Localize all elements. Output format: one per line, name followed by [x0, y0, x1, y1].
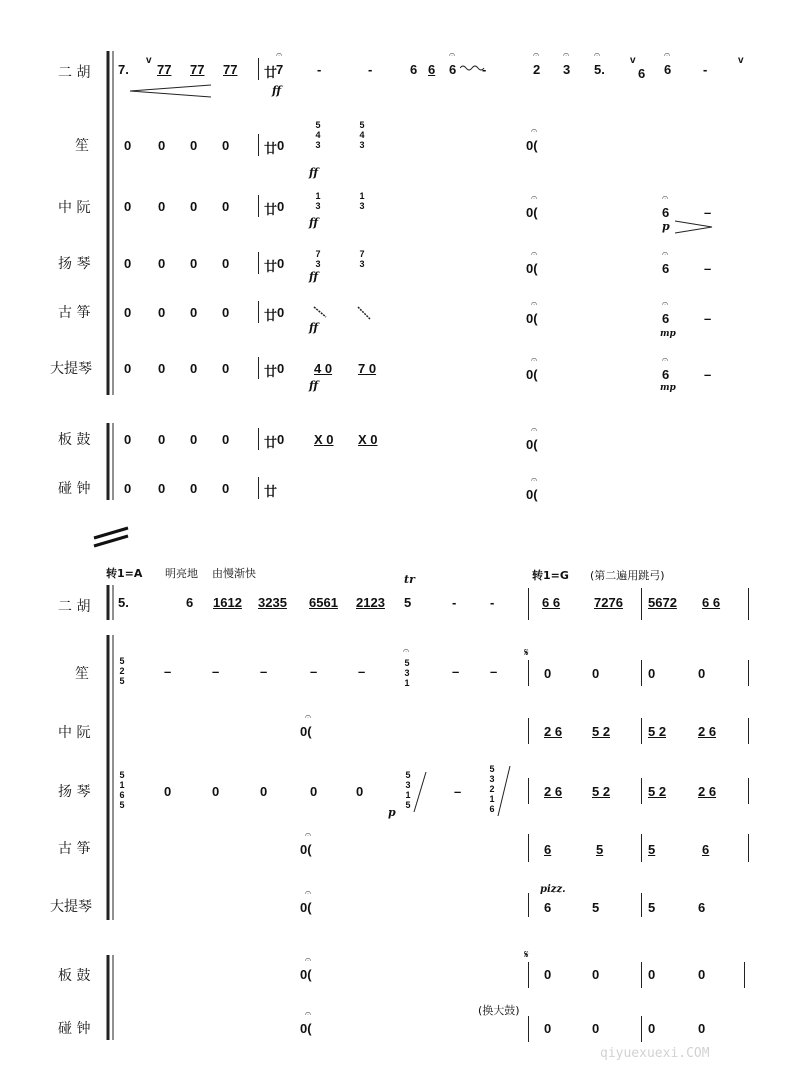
rest: 0 [592, 666, 600, 681]
erhu-note: 7. [118, 62, 129, 77]
expression-text: 由慢渐快 [212, 567, 256, 580]
breath-mark: v [146, 55, 152, 66]
chord: 7 3 [315, 249, 321, 269]
sustain-note: 6 [662, 205, 670, 220]
rest: 0 [190, 305, 198, 320]
erhu-note: 3235 [258, 595, 287, 610]
chord: 7 3 [359, 249, 365, 269]
end-sign: 0( [526, 205, 538, 220]
chord: 5 1 6 5 [119, 770, 125, 810]
chord: 1 3 [315, 191, 321, 211]
barline [641, 718, 642, 744]
free-time-sign: 廿 [264, 308, 278, 323]
end-sign: 0( [300, 900, 312, 915]
fermata-icon: 𝄐 [531, 473, 538, 486]
system-break-mark [92, 524, 132, 550]
fermata-icon: 𝄐 [305, 953, 312, 966]
erhu-dash: - [490, 595, 495, 610]
ruan-note: 5 2 [648, 724, 667, 739]
arpeggio-chord: 5 3 2 1 6 [489, 764, 495, 814]
fermata-icon: 𝄐 [531, 353, 538, 366]
instrument-label-cello: 大提琴 [50, 361, 92, 377]
end-sign: 0( [526, 138, 538, 153]
rest: 0 [190, 138, 198, 153]
rest: 0 [222, 138, 230, 153]
chord: 5 2 5 [119, 656, 125, 686]
chord: 5 4 3 [359, 120, 365, 150]
rest: 0 [544, 1021, 552, 1036]
rest: 0 [544, 666, 552, 681]
fermata-icon: 𝄐 [531, 423, 538, 436]
instrument-label-guzheng: 古 筝 [58, 841, 91, 857]
segno-icon: 𝄋 [524, 948, 529, 961]
barline [528, 588, 529, 620]
zheng-note: 6 [544, 842, 552, 857]
cello-note: 5 [592, 900, 600, 915]
erhu-note: 7276 [594, 595, 623, 610]
rest: 0 [124, 481, 132, 496]
barline [528, 1016, 529, 1042]
rest: 0 [260, 784, 268, 799]
system-brackets-2 [100, 580, 120, 1050]
free-time-sign: 廿 [264, 141, 278, 156]
dynamic-ff: ff [309, 321, 319, 334]
erhu-note: 6 6 [702, 595, 721, 610]
rest: 0 [190, 199, 198, 214]
yangqin-note: 2 6 [698, 784, 717, 799]
instrument-label-pengzhong: 碰 钟 [58, 481, 91, 497]
erhu-note: 6 [410, 62, 418, 77]
segno-icon: 𝄋 [524, 646, 529, 659]
zheng-note: 6 [702, 842, 710, 857]
system-brackets-1 [100, 45, 120, 505]
barline [748, 834, 749, 862]
chord: 5 3 1 [404, 658, 410, 688]
dynamic-ff: ff [309, 379, 319, 392]
instrument-label-zhongruan: 中 阮 [58, 200, 91, 216]
barline [744, 962, 745, 988]
zheng-note: 5 [596, 842, 604, 857]
barline [748, 660, 749, 686]
barline [258, 357, 259, 379]
watermark: qiyuexuexi.COM [600, 1046, 710, 1061]
erhu-note: 6 [449, 62, 457, 77]
barline [528, 778, 529, 804]
dynamic-p: p [662, 220, 670, 233]
rest: 0 [544, 967, 552, 982]
rest: 0 [698, 666, 706, 681]
fermata-icon: 𝄐 [531, 247, 538, 260]
rest: 0 [698, 967, 706, 982]
instrument-label-yangqin: 扬 琴 [58, 256, 91, 272]
rest: 0 [222, 481, 230, 496]
end-sign: 0( [300, 842, 312, 857]
barline [528, 893, 529, 917]
erhu-dash: - [452, 595, 457, 610]
rest: 0 [190, 481, 198, 496]
fermata-icon: 𝄐 [662, 297, 669, 310]
key-change-a: 转1=A [106, 567, 143, 580]
fermata-icon: 𝄐 [533, 48, 540, 61]
dash: – [490, 664, 498, 679]
rest: 0 [277, 199, 285, 214]
end-sign: 0( [526, 437, 538, 452]
breath-mark: v [738, 55, 744, 66]
pizzicato-mark: pizz. [540, 884, 566, 895]
fermata-icon: 𝄐 [662, 247, 669, 260]
barline [641, 778, 642, 804]
cello-note: 5 [648, 900, 656, 915]
erhu-note: 5 [404, 595, 412, 610]
fermata-icon: 𝄐 [305, 886, 312, 899]
rest: 0 [124, 305, 132, 320]
dynamic-mp: mp [660, 329, 676, 339]
cello-note: 4 0 [314, 361, 333, 376]
rest: 0 [592, 1021, 600, 1036]
barline [748, 588, 749, 620]
erhu-note: 5. [118, 595, 129, 610]
fermata-icon: 𝄐 [594, 48, 601, 61]
trill-mark: tr [404, 573, 415, 586]
free-time-sign: 廿 [264, 435, 278, 450]
rest: 0 [158, 305, 166, 320]
erhu-note: 6 [664, 62, 672, 77]
barline [258, 252, 259, 274]
end-sign: 0( [526, 487, 538, 502]
instrument-label-bangu: 板 鼓 [58, 968, 91, 984]
barline [748, 718, 749, 744]
dash: – [260, 664, 268, 679]
erhu-note: 6 6 [542, 595, 561, 610]
end-sign: 0( [300, 967, 312, 982]
dash: – [704, 261, 712, 276]
barline [641, 588, 642, 620]
instrument-label-sheng: 笙 [75, 138, 89, 154]
erhu-dash: - [703, 62, 708, 77]
rest: 0 [222, 199, 230, 214]
erhu-note: 5672 [648, 595, 677, 610]
ruan-note: 2 6 [698, 724, 717, 739]
erhu-note: 77 [190, 62, 205, 77]
dynamic-p: p [388, 806, 396, 819]
rest: 0 [190, 361, 198, 376]
dynamic-ff: ff [272, 84, 282, 97]
barline [641, 660, 642, 686]
sustain-note: 6 [662, 261, 670, 276]
rest: 0 [277, 138, 285, 153]
cello-note: 6 [698, 900, 706, 915]
arpeggio-chord: 5 3 1 5 [405, 770, 411, 810]
instrument-label-erhu: 二 胡 [58, 65, 91, 81]
rest: 0 [190, 432, 198, 447]
dash: – [704, 205, 712, 220]
free-time-sign: 廿 [264, 484, 278, 499]
instrument-label-pengzhong: 碰 钟 [58, 1021, 91, 1037]
barline [641, 834, 642, 862]
erhu-note: 77 [223, 62, 238, 77]
instrument-label-cello: 大提琴 [50, 899, 92, 915]
diminuendo-hairpin [674, 220, 714, 234]
rest: 0 [277, 305, 285, 320]
erhu-dash: - [368, 62, 373, 77]
end-sign: 0( [526, 367, 538, 382]
erhu-note: 3 [563, 62, 571, 77]
arpeggio-line [494, 764, 514, 818]
erhu-note: 6 [638, 66, 646, 81]
barline [258, 477, 259, 499]
rest: 0 [164, 784, 172, 799]
crescendo-hairpin [128, 84, 213, 98]
rest: 0 [158, 432, 166, 447]
ruan-note: 2 6 [544, 724, 563, 739]
dynamic-ff: ff [309, 216, 319, 229]
rest: 0 [310, 784, 318, 799]
erhu-note: 2 [533, 62, 541, 77]
barline [528, 962, 529, 988]
yangqin-note: 5 2 [648, 784, 667, 799]
rest: 0 [698, 1021, 706, 1036]
fermata-icon: 𝄐 [531, 297, 538, 310]
glissando-marks [312, 305, 382, 327]
rest: 0 [222, 432, 230, 447]
erhu-note: 5. [594, 62, 605, 77]
rest: 0 [592, 967, 600, 982]
dash: – [164, 664, 172, 679]
erhu-note: 7 [276, 62, 284, 77]
rest: 0 [158, 361, 166, 376]
erhu-note: 6561 [309, 595, 338, 610]
barline [528, 660, 529, 686]
fermata-icon: 𝄐 [531, 191, 538, 204]
rest: 0 [124, 199, 132, 214]
free-time-sign: 廿 [264, 202, 278, 217]
rest: 0 [277, 432, 285, 447]
instrument-label-yangqin: 扬 琴 [58, 784, 91, 800]
rest: 0 [222, 361, 230, 376]
instrument-label-bangu: 板 鼓 [58, 432, 91, 448]
rest: 0 [277, 256, 285, 271]
chord: 5 4 3 [315, 120, 321, 150]
fermata-icon: 𝄐 [662, 191, 669, 204]
dash: – [704, 311, 712, 326]
instrument-label-zhongruan: 中 阮 [58, 725, 91, 741]
rest: 0 [222, 256, 230, 271]
fermata-icon: 𝄐 [449, 48, 456, 61]
fermata-icon: 𝄐 [276, 48, 283, 61]
barline [528, 834, 529, 862]
barline [258, 58, 259, 80]
key-change-g: 转1=G [532, 569, 569, 582]
erhu-dash: - [317, 62, 322, 77]
fermata-icon: 𝄐 [531, 124, 538, 137]
bangu-note: X 0 [314, 432, 334, 447]
fermata-icon: 𝄐 [403, 644, 410, 657]
ruan-note: 5 2 [592, 724, 611, 739]
barline [748, 778, 749, 804]
rest: 0 [124, 361, 132, 376]
rest: 0 [356, 784, 364, 799]
instrument-label-erhu: 二 胡 [58, 599, 91, 615]
arpeggio-line [410, 770, 430, 814]
breath-mark: v [630, 55, 636, 66]
fermata-icon: 𝄐 [305, 828, 312, 841]
barline [258, 195, 259, 217]
rest: 0 [124, 432, 132, 447]
fermata-icon: 𝄐 [305, 1007, 312, 1020]
dash: – [310, 664, 318, 679]
dash: – [454, 784, 462, 799]
barline [528, 718, 529, 744]
expression-text: 明亮地 [165, 567, 198, 580]
cello-note: 6 [544, 900, 552, 915]
end-sign: 0( [300, 1021, 312, 1036]
instrument-label-guzheng: 古 筝 [58, 305, 91, 321]
yangqin-note: 5 2 [592, 784, 611, 799]
sustain-note: 6 [662, 311, 670, 326]
dash: – [212, 664, 220, 679]
dash: – [358, 664, 366, 679]
erhu-note: 1612 [213, 595, 242, 610]
fermata-icon: 𝄐 [563, 48, 570, 61]
fermata-icon: 𝄐 [664, 48, 671, 61]
end-sign: 0( [526, 261, 538, 276]
barline [258, 301, 259, 323]
instruction-change-drum: (换大鼓) [478, 1004, 520, 1017]
zheng-note: 5 [648, 842, 656, 857]
dynamic-ff: ff [309, 270, 319, 283]
dynamic-ff: ff [309, 166, 319, 179]
dash: – [452, 664, 460, 679]
fermata-icon: 𝄐 [662, 353, 669, 366]
rest: 0 [158, 481, 166, 496]
barline [641, 1016, 642, 1042]
erhu-note: 6 [428, 62, 436, 77]
end-sign: 0( [526, 311, 538, 326]
bowing-note: (第二遍用跳弓) [590, 569, 665, 582]
fermata-icon: 𝄐 [305, 710, 312, 723]
rest: 0 [158, 256, 166, 271]
free-time-sign: 廿 [264, 259, 278, 274]
erhu-note: 6 [186, 595, 194, 610]
erhu-dash: - [482, 62, 487, 77]
erhu-note: 2123 [356, 595, 385, 610]
rest: 0 [124, 138, 132, 153]
rest: 0 [158, 199, 166, 214]
free-time-sign: 廿 [264, 364, 278, 379]
free-time-sign: 廿 [264, 65, 278, 80]
rest: 0 [222, 305, 230, 320]
rest: 0 [158, 138, 166, 153]
end-sign: 0( [300, 724, 312, 739]
rest: 0 [124, 256, 132, 271]
rest: 0 [277, 361, 285, 376]
bangu-note: X 0 [358, 432, 378, 447]
erhu-note: 77 [157, 62, 172, 77]
rest: 0 [212, 784, 220, 799]
yangqin-note: 2 6 [544, 784, 563, 799]
dash: – [704, 367, 712, 382]
rest: 0 [648, 1021, 656, 1036]
rest: 0 [648, 967, 656, 982]
instrument-label-sheng: 笙 [75, 666, 89, 682]
rest: 0 [190, 256, 198, 271]
dynamic-mp: mp [660, 383, 676, 393]
rest: 0 [648, 666, 656, 681]
barline [258, 428, 259, 450]
barline [258, 134, 259, 156]
sustain-note: 6 [662, 367, 670, 382]
barline [641, 962, 642, 988]
chord: 1 3 [359, 191, 365, 211]
cello-note: 7 0 [358, 361, 377, 376]
barline [641, 893, 642, 917]
